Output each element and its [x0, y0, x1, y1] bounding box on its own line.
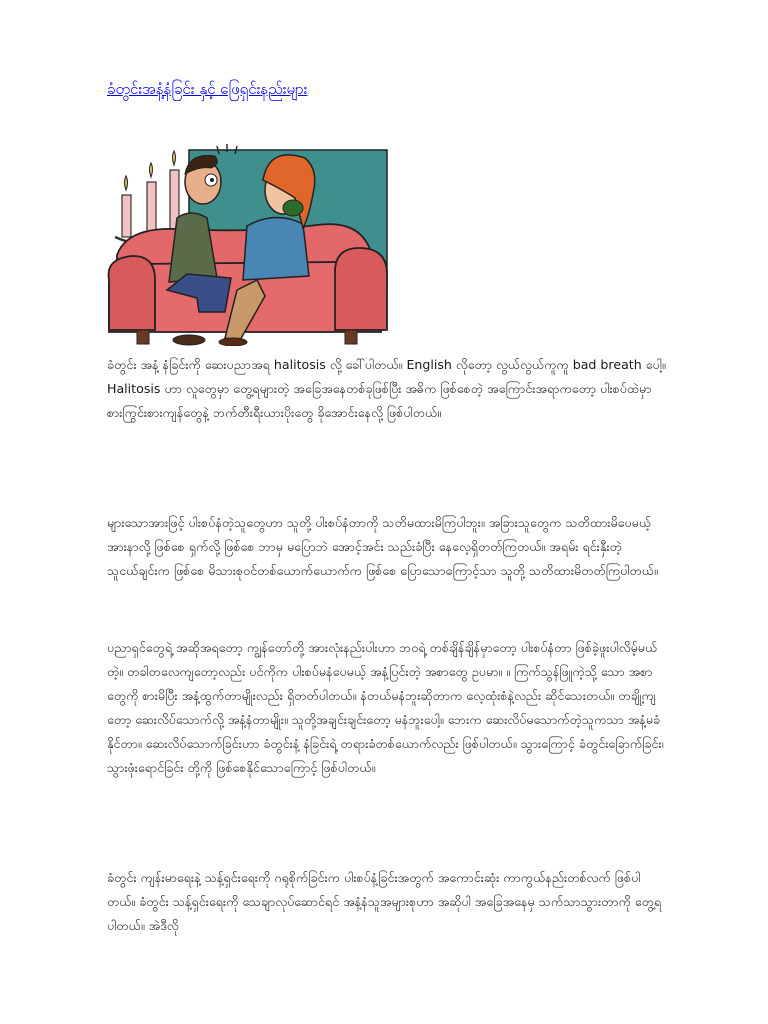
paragraph-awareness: များသောအားဖြင့် ပါးစပ်နံတဲ့သူတွေဟာ သူတို့ ပါးစပ်နံတာကို သတိမထားမိကြပါဘူး။ အခြားသူတွေက သတိထားမိပေမယ့် အားနာလို့ ဖြစ်စေ ရှက်လို့ ဖြစ်စေ ဘာမှ မပြောဘဲ အောင့်အင်း သည်းခံပြီး နေလေ့ရှိတတ်ကြတယ်။ အရမ်း ရင်းနှီးတဲ့ သူငယ်ချင်းက ဖြစ်စေ မိသားစုဝင်တစ်ယောက်ယောက်က ဖြစ်စေ ပြောသောကြောင့်သာ သူတို့ သတိထားမိတတ်ကြပါတယ်။ — [107, 515, 658, 578]
paragraph-prevention: ခံတွင်း ကျန်းမာရေးနဲ့ သန့်ရှင်းရေးကို ဂရုစိုက်ခြင်းက ပါးစပ်နံ့ခြင်းအတွက် အကောင်းဆုံး ကာကွယ်နည်းတစ်လက် ဖြစ်ပါတယ်။ ခံတွင်း သန့်ရှင်းရေးကို သေချာလုပ်ဆောင်ရင် အနံ့နံသူအများစုဟာ အဆိုပါ အခြေအနေမှ သက်သာသွားတာကို တွေ့ရပါတယ်။ အဲဒီလို — [107, 870, 662, 933]
paragraph-intro: ခံတွင်း အနံ့ နံခြင်းကို ဆေးပညာအရ halitosis လို့ ခေါ်ပါတယ်။ English လိုတော့ လွယ်လွယ်ကူကူ bad breath ပေါ့။ Halitosis ဟာ လူတွေမှာ တွေ့ရများတဲ့ အခြေအနေတစ်ခုဖြစ်ပြီး အဓိက ဖြစ်စေတဲ့ အကြောင်းအရာကတော့ ပါးစပ်ထဲမှာ စားကြွင်းစားကျန်တွေနဲ့ ဘက်တီးရီးယားပိုးတွေ ခိုအောင်းနေလို့ ဖြစ်ပါတယ်။ — [107, 357, 666, 420]
halitosis-cartoon-icon — [107, 140, 389, 346]
paragraph-causes: ပညာရှင်တွေရဲ့ အဆိုအရတော့ ကျွန်တော်တို့ အားလုံးနည်းပါးဟာ ဘဝရဲ့ တစ်ချိန်ချိန်မှာတော့ ပါးစပ်နံတာ ဖြစ်ခဲ့ဖူးပါလိမ့်မယ်တဲ့။ တခါတလေကျတော့လည်း ပင်ကိုက ပါးစပ်မနံပေမယ့် အနံ့ပြင်းတဲ့ အစာတွေ ဥပမာ။ ။ ကြက်သွန်ဖြူကဲ့သို့ သော အစာတွေကို စားမိပြီး အနံ့ထွက်တာမျိုးလည်း ရှိတတ်ပါတယ်။ နံတယ်မနံဘူးဆိုတာက လေ့ထုံးစံနဲ့လည်း ဆိုင်သေးတယ်။ တချို့ကျတော့ ဆေးလိပ်သောက်လို့ အနံ့နံတာမျိုး။ သူတို့အချင်းချင်းတော့ မနံဘူးပေါ့။ ဘေးက ဆေးလိပ်မသောက်တဲ့သူကသာ အနံ့မခံနိုင်တာ။ ဆေးလိပ်သောက်ခြင်းဟာ ခံတွင်းနံ့ နံခြင်းရဲ့ တရားခံတစ်ယောက်လည်း ဖြစ်ပါတယ်။ သွားကြောင့် ခံတွင်းခြောက်ခြင်း၊ သွားဖုံးရောင်ခြင်း တို့ကို ဖြစ်စေနိုင်သောကြောင့် ဖြစ်ပါတယ်။ — [107, 640, 664, 775]
article-title-link[interactable]: ခံတွင်းအနံ့နံခြင်း နှင့် ဖြေရှင်းနည်းများ — [107, 80, 308, 98]
